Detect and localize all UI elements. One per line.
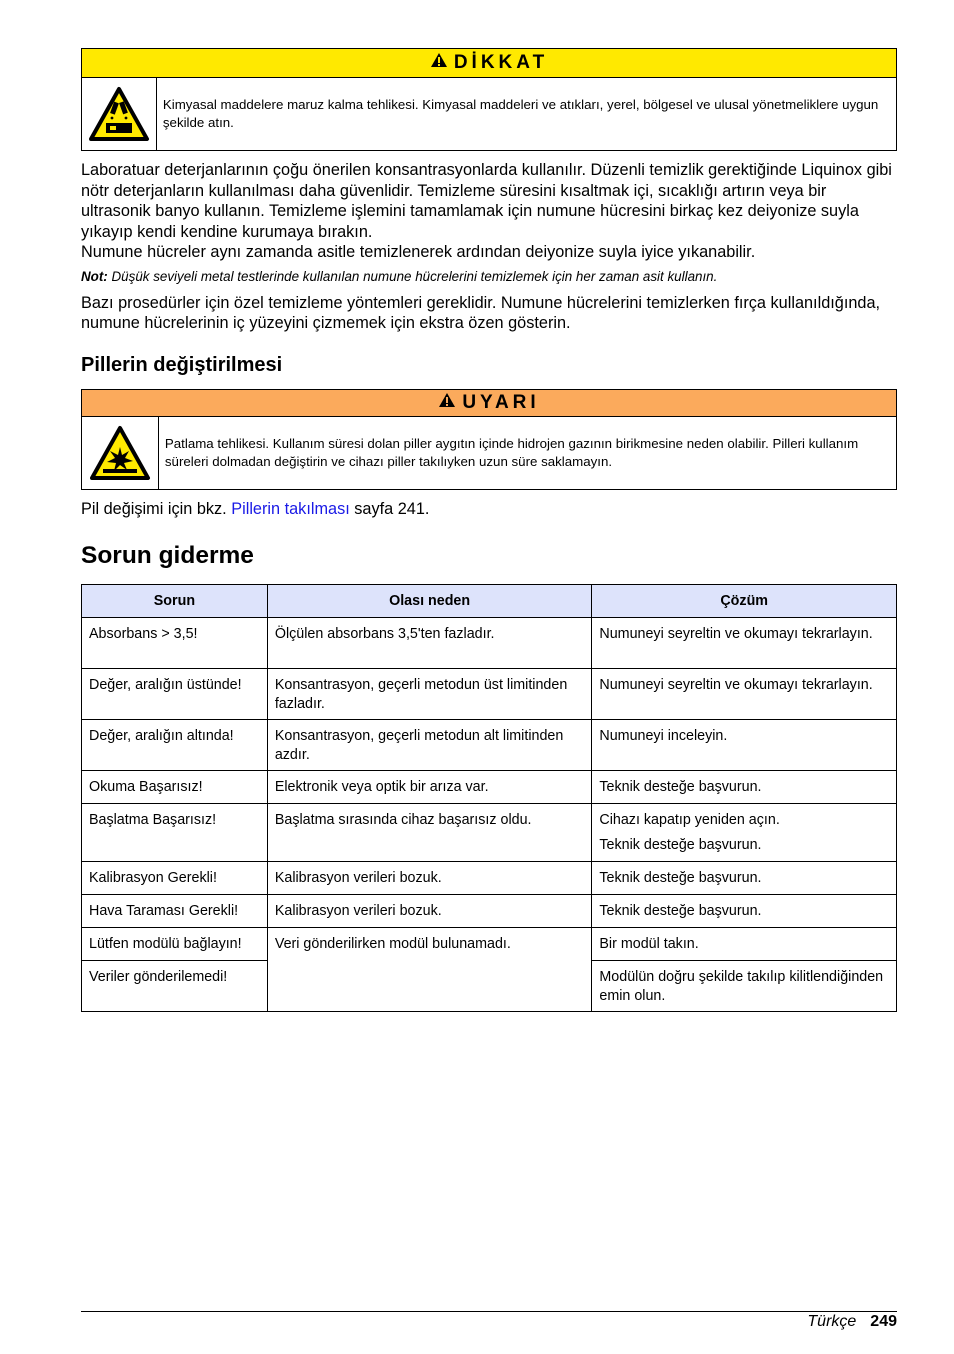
note-label: Not: [81, 268, 108, 284]
table-row [82, 669, 897, 720]
table-header-row [82, 585, 897, 618]
solution-cell [592, 804, 897, 862]
problem-cell: Okuma Başarısız! [82, 771, 268, 804]
caution-box [81, 48, 897, 151]
problem-cell: Başlatma Başarısız! [82, 804, 268, 862]
problem-cell: Değer, aralığın üstünde! [82, 669, 268, 720]
solution-line: Teknik desteğe başvurun. [599, 836, 762, 853]
solution-cell [592, 669, 897, 720]
cause-cell: Kalibrasyon verileri bozuk. [267, 862, 592, 895]
cause-cell: Ölçülen absorbans 3,5'ten fazladır. [267, 618, 592, 669]
warning-title: UYARI [462, 391, 540, 413]
reference-suffix: sayfa 241. [354, 499, 430, 518]
cause-cell: Veri gönderilirken modül bulunamadı. [267, 928, 592, 1012]
cause-cell: Kalibrasyon verileri bozuk. [267, 895, 592, 928]
solution-cell [592, 720, 897, 771]
reference-prefix: Pil değişimi için bkz. [81, 499, 227, 518]
cause-cell: Konsantrasyon, geçerli metodun alt limitinden azdır. [267, 720, 592, 771]
warning-box [81, 389, 897, 490]
intro-paragraph-2: Numune hücreler aynı zamanda asitle temizlenerek ardından deiyonize suyla iyice yıkanabilir. [81, 243, 756, 261]
solution-cell [592, 895, 897, 928]
solution-line: Modülün doğru şekilde takılıp kilitlendiğinden emin olun. [599, 969, 884, 1004]
caution-title: DİKKAT [453, 52, 549, 73]
solution-line: Numuneyi inceleyin. [599, 728, 728, 744]
column-header-problem: Sorun [82, 585, 268, 618]
intro-paragraph-1: Laboratuar deterjanlarının çoğu önerilen konsantrasyonlarda kullanılır. Düzenli temizlik gerektiğinde Liquinox gibi nötr deterjanların kullanılması daha güvenlidir. Temizleme süresini kısaltmak içi, sıcaklığı artırın veya bir ultrasonik banyo kullanın. Temizleme işlemini tamamlamak için numune hücresini birkaç kez deiyonize suyla yıkayıp kendi kendine kurumaya bırakın. [81, 161, 892, 241]
solution-line: Teknik desteğe başvurun. [599, 779, 762, 795]
table-row [82, 618, 897, 669]
solution-cell [592, 771, 897, 804]
page-number: 249 [870, 1313, 897, 1330]
chemical-hazard-icon [82, 78, 157, 150]
table-row [82, 720, 897, 771]
problem-cell: Lütfen modülü bağlayın! [82, 928, 268, 961]
solution-line: Teknik desteğe başvurun. [599, 903, 762, 919]
section-heading-troubleshooting: Sorun giderme [81, 542, 254, 569]
caution-text: Kimyasal maddelere maruz kalma tehlikesi. Kimyasal maddeleri ve atıkları, yerel, bölgesel ve ulusal yönetmeliklere uygun şekilde atın. [162, 97, 879, 130]
table-row [82, 771, 897, 804]
problem-cell: Kalibrasyon Gerekli! [82, 862, 268, 895]
solution-cell [592, 961, 897, 1012]
footer-divider [81, 1311, 897, 1312]
table-row [82, 804, 897, 862]
column-header-solution: Çözüm [592, 585, 897, 618]
solution-cell [592, 928, 897, 961]
warning-header [82, 390, 896, 417]
section-heading-battery: Pillerin değiştirilmesi [81, 353, 283, 376]
warning-triangle-icon [430, 52, 448, 74]
solution-cell [592, 862, 897, 895]
cause-cell: Başlatma sırasında cihaz başarısız oldu. [267, 804, 592, 862]
solution-line: Numuneyi seyreltin ve okumayı tekrarlayın. [599, 677, 873, 693]
page-footer [807, 1313, 897, 1331]
solution-line: Teknik desteğe başvurun. [599, 870, 762, 886]
problem-cell: Hava Taraması Gerekli! [82, 895, 268, 928]
table-row [82, 895, 897, 928]
table-row [82, 928, 897, 961]
page-content [81, 48, 897, 1012]
cause-cell: Konsantrasyon, geçerli metodun üst limitinden fazladır. [267, 669, 592, 720]
solution-line: Numuneyi seyreltin ve okumayı tekrarlayın. [599, 626, 873, 642]
troubleshooting-table [81, 584, 897, 1012]
battery-reference [81, 499, 897, 520]
cause-cell: Elektronik veya optik bir arıza var. [267, 771, 592, 804]
problem-cell: Veriler gönderilemedi! [82, 961, 268, 1012]
warning-triangle-icon [438, 392, 456, 414]
column-header-cause: Olası neden [267, 585, 592, 618]
problem-cell: Absorbans > 3,5! [82, 618, 268, 669]
table-row [82, 862, 897, 895]
intro-paragraph-3: Bazı prosedürler için özel temizleme yöntemleri gereklidir. Numune hücrelerini temizlerken fırça kullanıldığında, numune hücrelerinin iç yüzeyini çizmemek için ekstra özen gösterin. [81, 293, 881, 332]
note [81, 269, 897, 284]
warning-text: Patlama tehlikesi. Kullanım süresi dolan piller aygıtın içinde hidrojen gazının birikmesine neden olabilir. Pilleri kullanım süreleri dolmadan değiştirin ve cihazı piller takılıyken uzun süre saklamayın. [164, 435, 859, 469]
solution-line: Cihazı kapatıp yeniden açın. [599, 812, 780, 828]
solution-line: Bir modül takın. [599, 936, 699, 952]
explosion-hazard-icon [82, 417, 159, 489]
caution-header [82, 49, 896, 78]
note-text: Düşük seviyeli metal testlerinde kullanılan numune hücrelerini temizlemek için her zaman asit kullanın. [111, 268, 718, 284]
footer-language: Türkçe [807, 1313, 857, 1330]
battery-install-link[interactable]: Pillerin takılması [231, 499, 350, 518]
problem-cell: Değer, aralığın altında! [82, 720, 268, 771]
solution-cell [592, 618, 897, 669]
